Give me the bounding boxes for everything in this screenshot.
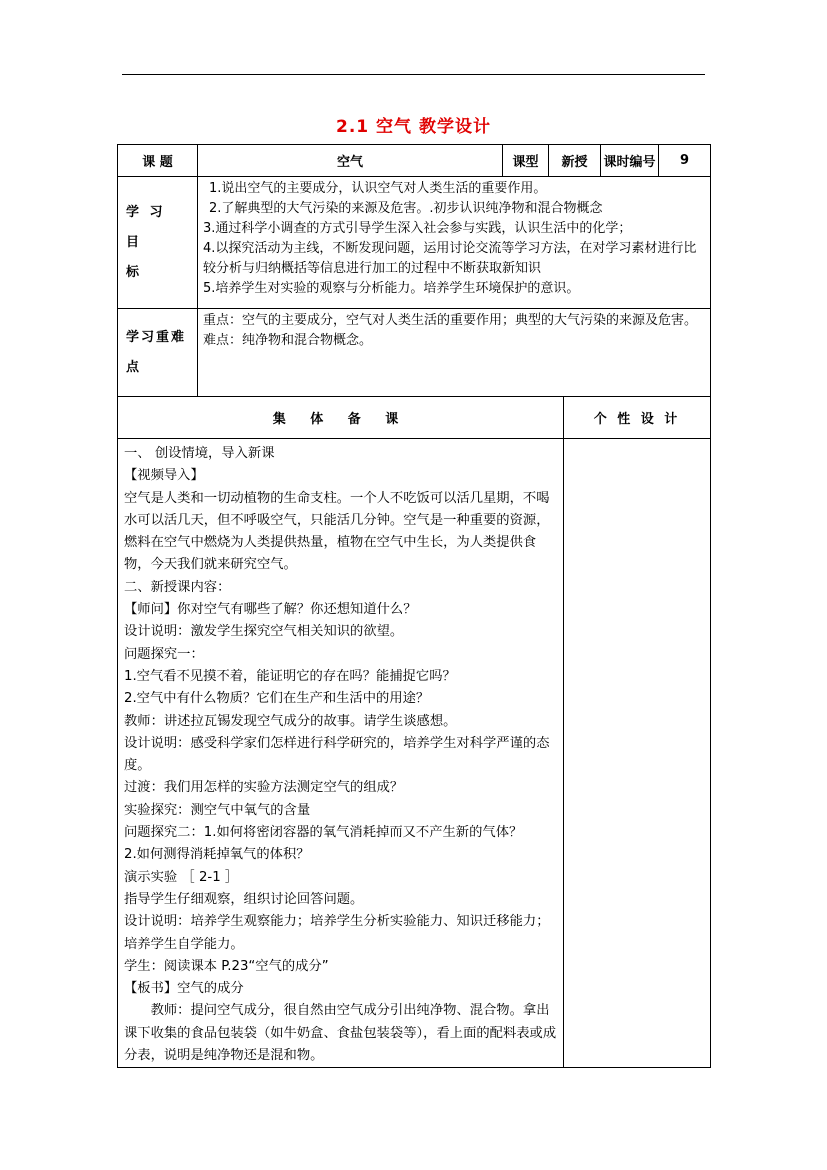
body-line: 二、新授课内容： <box>124 579 231 595</box>
body-line: 设计说明：激发学生探究空气相关知识的欲望。 <box>124 624 404 640</box>
body-line: 学生：阅读课本 P.23“空气的成分” <box>124 958 329 974</box>
body-line: 2.空气中有什么物质？它们在生产和生活中的用途？ <box>124 691 430 707</box>
objective-item: 1.说出空气的主要成分，认识空气对人类生活的重要作用。 <box>209 181 547 196</box>
bianhao-value: 9 <box>659 145 711 177</box>
gexing-header: 个 性 设 计 <box>564 397 711 439</box>
body-row <box>118 439 711 1068</box>
objectives-content <box>198 177 711 309</box>
body-line: 演示实验 ［ 2-1 ］ <box>124 869 239 885</box>
keti-value: 空气 <box>198 145 503 177</box>
nandian-text: 难点：纯净物和混合物概念。 <box>203 333 373 348</box>
body-line: 一、 创设情境，导入新课 <box>124 446 275 461</box>
keypoints-label-line2: 点 <box>126 359 142 375</box>
objectives-label-line2: 标 <box>126 264 143 280</box>
bianhao-label: 课时编号 <box>601 145 659 177</box>
body-line: 指导学生仔细观察，组织讨论回答问题。 <box>124 891 364 907</box>
body-line: 问题探究二：1.如何将密闭容器的氧气消耗掉而又不产生新的气体？ <box>124 825 523 841</box>
body-line: 空气是人类和一切动植物的生命支柱。一个人不吃饭可以活几星期，不喝水可以活几天，但不呼吸空气，只能活几分钟。空气是一种重要的资源，燃料在空气中燃烧为人类提供热量，植物在空气中生长，为人类提供食物，今天我们就来研究空气。 <box>124 490 550 573</box>
objectives-row <box>118 177 711 309</box>
body-line: 设计说明：感受科学家们怎样进行科学研究的，培养学生对科学严谨的态度。 <box>124 735 550 774</box>
objective-item: 4.以探究活动为主线，不断发现问题，运用讨论交流等学习方法，在对学习素材进行比较分析与归纳概括等信息进行加工的过程中不断获取新知识 <box>203 241 697 276</box>
objective-item: 5.培养学生对实验的观察与分析能力。培养学生环境保护的意识。 <box>203 281 580 296</box>
jiti-header: 集 体 备 课 <box>118 397 564 439</box>
body-line: 问题探究一： <box>124 646 204 662</box>
body-line: 过渡：我们用怎样的实验方法测定空气的组成？ <box>124 780 404 796</box>
top-rule <box>122 74 705 75</box>
header-row <box>118 145 711 177</box>
keypoints-label <box>118 309 198 397</box>
kexing-label: 课型 <box>503 145 549 177</box>
lesson-plan-table <box>117 144 711 1068</box>
objective-item: 2.了解典型的大气污染的来源及危害。.初步认识纯净物和混合物概念 <box>209 201 603 216</box>
body-line: 2.如何测得消耗掉氧气的体积？ <box>124 847 310 863</box>
body-line: 1.空气看不见摸不着，能证明它的存在吗？能捕捉它吗？ <box>124 668 456 684</box>
body-line: 教师：提问空气成分，很自然由空气成分引出纯净物、混合物。拿出课下收集的食品包装袋（如牛奶盒、食盐包装袋等），看上面的配料表或成分表，说明是纯净物还是混和物。 <box>124 1003 557 1064</box>
gexing-content <box>564 439 711 1068</box>
keypoints-row <box>118 309 711 397</box>
body-line: 【板书】空气的成分 <box>124 981 244 997</box>
keypoints-content <box>198 309 711 397</box>
jiti-content <box>118 439 564 1068</box>
kexing-value: 新授 <box>549 145 601 177</box>
body-line: 教师：讲述拉瓦锡发现空气成分的故事。请学生谈感想。 <box>124 713 457 729</box>
body-line: 实验探究：测空气中氧气的含量 <box>124 802 311 818</box>
keti-label: 课 题 <box>118 145 198 177</box>
body-line: 【视频导入】 <box>124 468 204 484</box>
keypoints-label-line1: 学习重难 <box>126 329 187 345</box>
page-title: 2.1 空气 教学设计 <box>336 117 491 137</box>
objectives-label-line1: 学 习 目 <box>126 204 166 250</box>
body-line: 【师问】你对空气有哪些了解？你还想知道什么？ <box>124 602 417 618</box>
zhongdian-text: 重点：空气的主要成分，空气对人类生活的重要作用；典型的大气污染的来源及危害。 <box>203 313 698 328</box>
objective-item: 3.通过科学小调查的方式引导学生深入社会参与实践，认识生活中的化学； <box>203 221 632 236</box>
section-header-row <box>118 397 711 439</box>
objectives-label <box>118 177 198 309</box>
body-line: 设计说明：培养学生观察能力；培养学生分析实验能力、知识迁移能力；培养学生自学能力。 <box>124 914 550 952</box>
